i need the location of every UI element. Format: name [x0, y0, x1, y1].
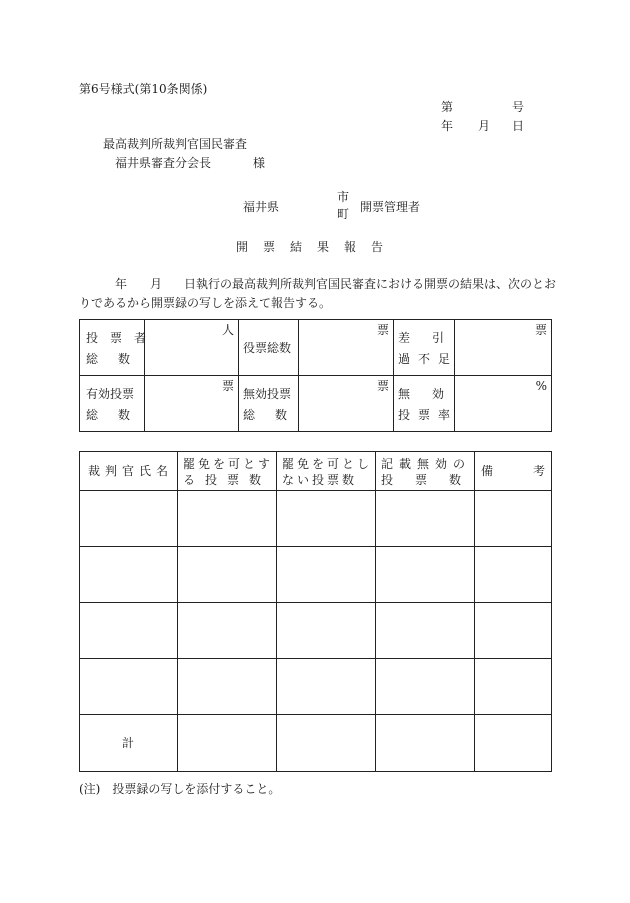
sender-prefecture: 福井県 — [243, 200, 280, 214]
votes-total-value-cell[interactable] — [299, 320, 394, 376]
total-blank[interactable] — [376, 715, 475, 772]
table-row — [80, 659, 552, 715]
unit-vote-3: 票 — [221, 379, 234, 393]
cell-dismiss[interactable] — [178, 547, 277, 603]
sender-city: 市 — [337, 190, 350, 204]
col-notdismiss-l1: 罷免を可とし — [282, 457, 373, 471]
date-month: 月 — [478, 119, 491, 133]
cell-not-dismiss[interactable] — [277, 547, 376, 603]
diff-label-l1: 差引 — [398, 331, 467, 345]
header-judge — [80, 452, 178, 491]
invalid-label-l1: 無効投票 — [243, 387, 292, 401]
votes-total-label: 役票総数 — [243, 341, 292, 355]
total-row — [80, 715, 552, 772]
invalid-rate-label-cell — [394, 376, 467, 432]
voters-label-l1: 投票者 — [86, 331, 159, 345]
total-dismiss[interactable] — [178, 715, 277, 772]
diff-label-cell — [394, 320, 467, 376]
col-notdismiss-l2: ない投票数 — [282, 473, 358, 487]
body-year: 年 — [115, 277, 128, 291]
valid-label-l2: 総数 — [86, 408, 151, 422]
invalid-rate-value-cell[interactable] — [455, 376, 552, 432]
cell-judge-name[interactable] — [80, 603, 178, 659]
unit-person: 人 — [221, 323, 234, 337]
cell-dismiss[interactable] — [178, 603, 277, 659]
summary-table — [79, 319, 552, 432]
cell-remarks[interactable] — [475, 603, 552, 659]
col-dismiss-l1: 罷免を可とす — [183, 457, 274, 471]
cell-dismiss[interactable] — [178, 491, 277, 547]
date-year: 年 — [441, 119, 454, 133]
cell-judge-name[interactable] — [80, 659, 178, 715]
sender-town: 町 — [337, 207, 350, 221]
body-text-line2: りであるから開票録の写しを添えて報告する。 — [79, 296, 332, 310]
table-row — [80, 547, 552, 603]
doc-number-go: 号 — [512, 100, 525, 114]
voters-label-l2: 総数 — [86, 352, 151, 366]
addressee-line2: 福井県審査分会長 — [115, 156, 212, 170]
detail-table — [79, 451, 586, 772]
table-row — [80, 491, 552, 547]
unit-vote-2: 票 — [534, 323, 547, 337]
diff-value-cell[interactable] — [455, 320, 552, 376]
date-day: 日 — [512, 119, 525, 133]
invalid-value-cell[interactable] — [299, 376, 394, 432]
total-remarks[interactable] — [475, 715, 552, 772]
col-blank-l2: 投票数 — [381, 473, 484, 487]
valid-label-cell — [80, 376, 151, 432]
total-not-dismiss[interactable] — [277, 715, 376, 772]
doc-number-dai: 第 — [441, 100, 454, 114]
diff-label-l2: 過不足 — [398, 352, 459, 366]
cell-remarks[interactable] — [475, 659, 552, 715]
invalid-rate-label-l2: 投票率 — [398, 408, 459, 422]
addressee-line1: 最高裁判所裁判官国民審査 — [103, 137, 248, 151]
header-not-dismiss — [277, 452, 376, 491]
invalid-rate-label-l1: 無効 — [398, 387, 467, 401]
total-label: 計 — [122, 736, 135, 750]
cell-dismiss[interactable] — [178, 659, 277, 715]
header-remarks — [475, 452, 586, 491]
votes-total-label-cell — [239, 320, 299, 376]
cell-judge-name[interactable] — [80, 547, 178, 603]
invalid-label-l2: 総数 — [243, 408, 308, 422]
cell-blank[interactable] — [376, 603, 475, 659]
cell-not-dismiss[interactable] — [277, 603, 376, 659]
unit-percent: % — [535, 379, 547, 393]
cell-judge-name[interactable] — [80, 491, 178, 547]
document-title: 開票結果報告 — [236, 240, 399, 254]
cell-remarks[interactable] — [475, 491, 552, 547]
cell-not-dismiss[interactable] — [277, 491, 376, 547]
valid-value-cell[interactable] — [145, 376, 239, 432]
cell-not-dismiss[interactable] — [277, 659, 376, 715]
invalid-label-cell — [239, 376, 308, 432]
body-text: 日執行の最高裁判所裁判官国民審査における開票の結果は、次のとお — [184, 277, 557, 291]
valid-label-l1: 有効投票 — [86, 387, 135, 401]
col-dismiss-l2: る投票数 — [183, 473, 272, 487]
form-number: 第6号様式(第10条関係) — [79, 82, 208, 96]
col-remarks-label: 備考 — [481, 464, 586, 478]
table-row — [80, 603, 552, 659]
col-judge-label: 裁判官氏名 — [88, 464, 174, 478]
header-blank — [376, 452, 484, 491]
cell-remarks[interactable] — [475, 547, 552, 603]
total-label-cell — [80, 715, 178, 772]
sender-role: 開票管理者 — [360, 200, 421, 214]
col-blank-l1: 記載無効の — [381, 457, 472, 471]
body-month: 月 — [150, 277, 163, 291]
addressee-honorific: 様 — [253, 156, 266, 170]
cell-blank[interactable] — [376, 547, 475, 603]
voters-value-cell[interactable] — [145, 320, 239, 376]
voters-label-cell — [80, 320, 159, 376]
cell-blank[interactable] — [376, 491, 475, 547]
header-dismiss — [178, 452, 277, 491]
unit-vote-4: 票 — [376, 379, 389, 393]
unit-vote-1: 票 — [376, 323, 389, 337]
footnote: (注) 投票録の写しを添付すること。 — [79, 782, 281, 796]
cell-blank[interactable] — [376, 659, 475, 715]
